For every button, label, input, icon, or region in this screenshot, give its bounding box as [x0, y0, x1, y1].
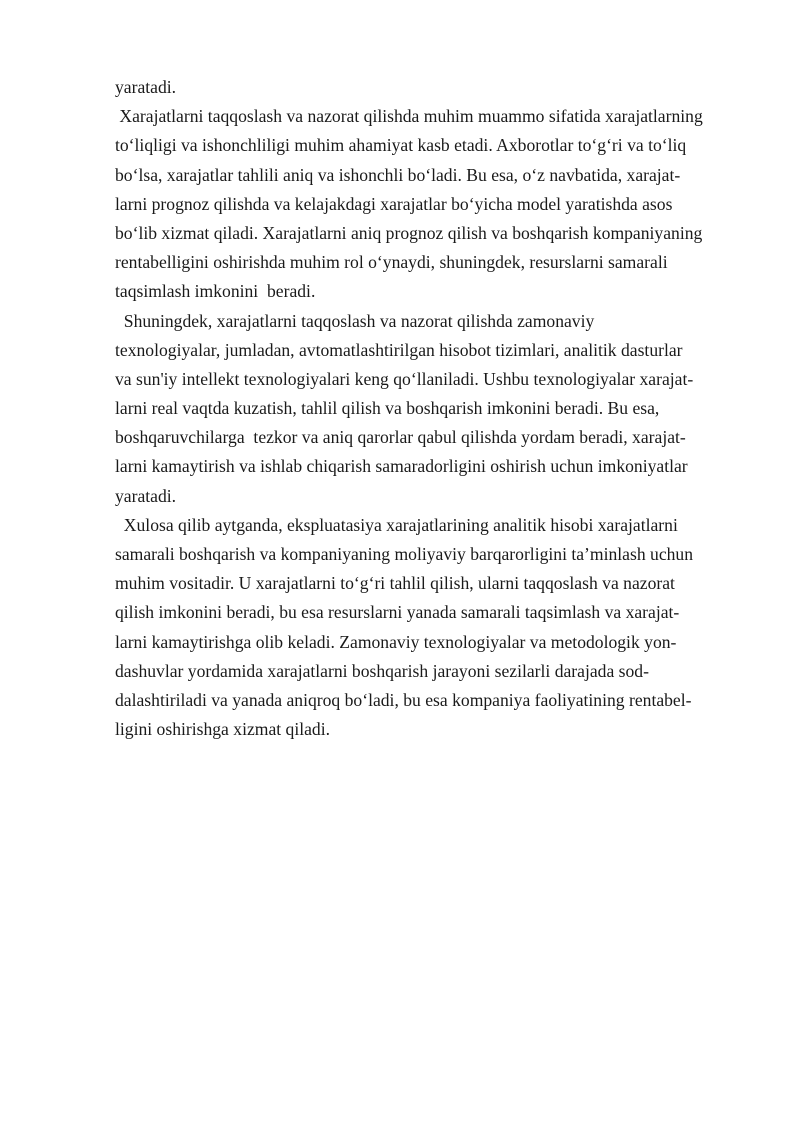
text-line: yaratadi.: [115, 485, 177, 506]
text-line: bo‘lsa, xarajatlar tahlili aniq va ishonchli bo‘ladi. Bu esa, o‘z navbatida, xarajat-: [115, 164, 681, 185]
text-line: dalashtiriladi va yanada aniqroq bo‘ladi, bu esa kompaniya faoliyatining rentabel-: [115, 689, 692, 710]
text-line: yaratadi.: [115, 77, 177, 97]
text-line: rentabelligini oshirishda muhim rol o‘ynaydi, shuningdek, resurslarni samarali: [115, 252, 668, 273]
text-line: to‘liqligi va ishonchliligi muhim ahamiyat kasb etadi. Axborotlar to‘g‘ri va to‘liq: [115, 135, 687, 156]
text-line: larni kamaytirish va ishlab chiqarish samaradorligini oshirish uchun imkoniyatlar: [115, 456, 688, 477]
text-line: dashuvlar yordamida xarajatlarni boshqarish jarayoni sezilarli darajada sod-: [115, 660, 649, 681]
text-line: larni prognoz qilishda va kelajakdagi xarajatlar bo‘yicha model yaratishda asos: [115, 193, 673, 214]
text-line: larni real vaqtda kuzatish, tahlil qilish va boshqarish imkonini beradi. Bu esa,: [115, 398, 660, 419]
text-line: Shuningdek, xarajatlarni taqqoslash va nazorat qilishda zamonaviy: [115, 310, 595, 331]
text-line: va sun'iy intellekt texnologiyalari keng qo‘llaniladi. Ushbu texnologiyalar xarajat-: [115, 368, 694, 389]
text-line: taqsimlash imkonini beradi.: [115, 281, 316, 302]
text-line: boshqaruvchilarga tezkor va aniq qarorlar qabul qilishda yordam beradi, xarajat-: [115, 427, 686, 448]
text-line: bo‘lib xizmat qiladi. Xarajatlarni aniq prognoz qilish va boshqarish kompaniyaning: [115, 222, 703, 243]
text-line: ligini oshirishga xizmat qiladi.: [115, 719, 331, 740]
text-line: texnologiyalar, jumladan, avtomatlashtirilgan hisobot tizimlari, analitik dasturlar: [115, 339, 683, 360]
text-line: qilish imkonini beradi, bu esa resurslarni yanada samarali taqsimlash va xarajat-: [115, 602, 680, 623]
body-text: [115, 73, 755, 744]
text-line: muhim vositadir. U xarajatlarni to‘g‘ri tahlil qilish, ularni taqqoslash va nazorat: [115, 573, 675, 594]
text-line: samarali boshqarish va kompaniyaning moliyaviy barqarorligini ta’minlash uchun: [115, 544, 694, 564]
text-line: Xarajatlarni taqqoslash va nazorat qilishda muhim muammo sifatida xarajatlarning: [115, 106, 703, 127]
text-line: larni kamaytirishga olib keladi. Zamonaviy texnologiyalar va metodologik yon-: [115, 631, 677, 652]
text-line: Xulosa qilib aytganda, ekspluatasiya xarajatlarining analitik hisobi xarajatlarni: [115, 514, 678, 535]
